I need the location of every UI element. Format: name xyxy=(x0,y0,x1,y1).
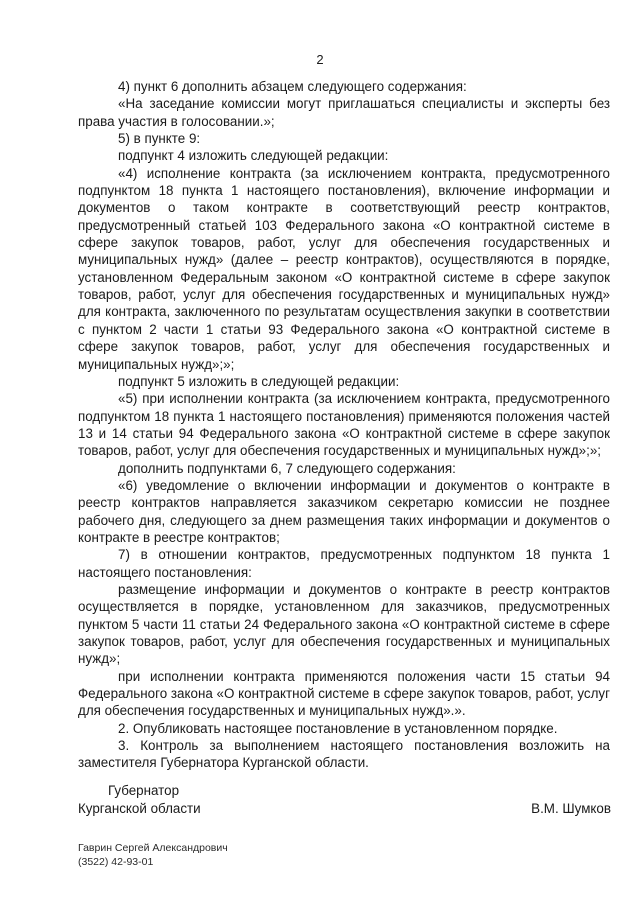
executor-phone: (3522) 42-93-01 xyxy=(78,856,154,868)
paragraph: дополнить подпунктами 6, 7 следующего содержания: xyxy=(118,460,456,476)
executor-info xyxy=(78,841,228,869)
paragraph: «4) исполнение контракта (за исключением контракта, предусмотренного подпунктом 18 пункта 1 настоящего постановления), включение информации и документов о таком контракте в соответствующий реестр контрактов, предусмотренный статьей 103 Федерального закона «О контрактной системе в сфере закупок товаров, работ, услуг для обеспечения государственных и муниципальных нужд» (далее – реестр контрактов), осуществляются в порядке, установленном Федеральным законом «О контрактной системе в сфере закупок товаров, работ, услуг для обеспечения государственных и муниципальных нужд» для контракта, заключенного по результатам осуществления закупки в соответствии с пунктом 2 части 1 статьи 93 Федерального закона «О контрактной системе в сфере закупок товаров, работ, услуг для обеспечения государственных и муниципальных нужд»;»; xyxy=(78,165,610,372)
signature-title-line2: Курганской области xyxy=(78,801,201,816)
paragraph: 7) в отношении контрактов, предусмотренных подпунктом 18 пункта 1 настоящего постановления: xyxy=(78,547,610,580)
signature-name: В.М. Шумков xyxy=(531,801,611,816)
paragraph: размещение информации и документов о контракте в реестр контрактов осуществляется в порядке, установленном для заказчиков, предусмотренных пунктом 5 части 11 статьи 24 Федерального закона «О контрактной системе в сфере закупок товаров, работ, услуг для обеспечения государственных и муниципальных нужд»; xyxy=(78,581,610,667)
paragraph: «5) при исполнении контракта (за исключением контракта, предусмотренного подпунктом 18 пункта 1 настоящего постановления) применяются положения частей 13 и 14 статьи 94 Федерального закона «О контрактной системе в сфере закупок товаров, работ, услуг для обеспечения государственных и муниципальных нужд»;»; xyxy=(78,391,610,459)
paragraph: 5) в пункте 9: xyxy=(118,131,201,147)
paragraph: «На заседание комиссии могут приглашаться специалисты и эксперты без права участия в голосовании.»; xyxy=(78,96,610,129)
paragraph: «6) уведомление о включении информации и документов о контракте в реестр контрактов направляется заказчиком секретарю комиссии не позднее рабочего дня, следующего за днем размещения таких информации и документов о контракте в реестре контрактов; xyxy=(78,477,610,545)
document-body xyxy=(78,78,610,772)
paragraph: подпункт 4 изложить следующей редакции: xyxy=(118,148,389,164)
page-number: 2 xyxy=(316,52,324,67)
paragraph: 4) пункт 6 дополнить абзацем следующего содержания: xyxy=(118,79,467,94)
paragraph: при исполнении контракта применяются положения части 15 статьи 94 Федерального закона «О контрактной системе в сфере закупок товаров, работ, услуг для обеспечения государственных и муниципальных нужд».». xyxy=(78,668,610,719)
signature-title-line1: Губернатор xyxy=(108,783,180,798)
paragraph: подпункт 5 изложить в следующей редакции: xyxy=(118,373,400,389)
executor-name: Гаврин Сергей Александрович xyxy=(78,842,228,854)
paragraph: 2. Опубликовать настоящее постановление в установленном порядке. xyxy=(118,720,558,736)
paragraph: 3. Контроль за выполнением настоящего постановления возложить на заместителя Губернатора Курганской области. xyxy=(78,738,610,771)
